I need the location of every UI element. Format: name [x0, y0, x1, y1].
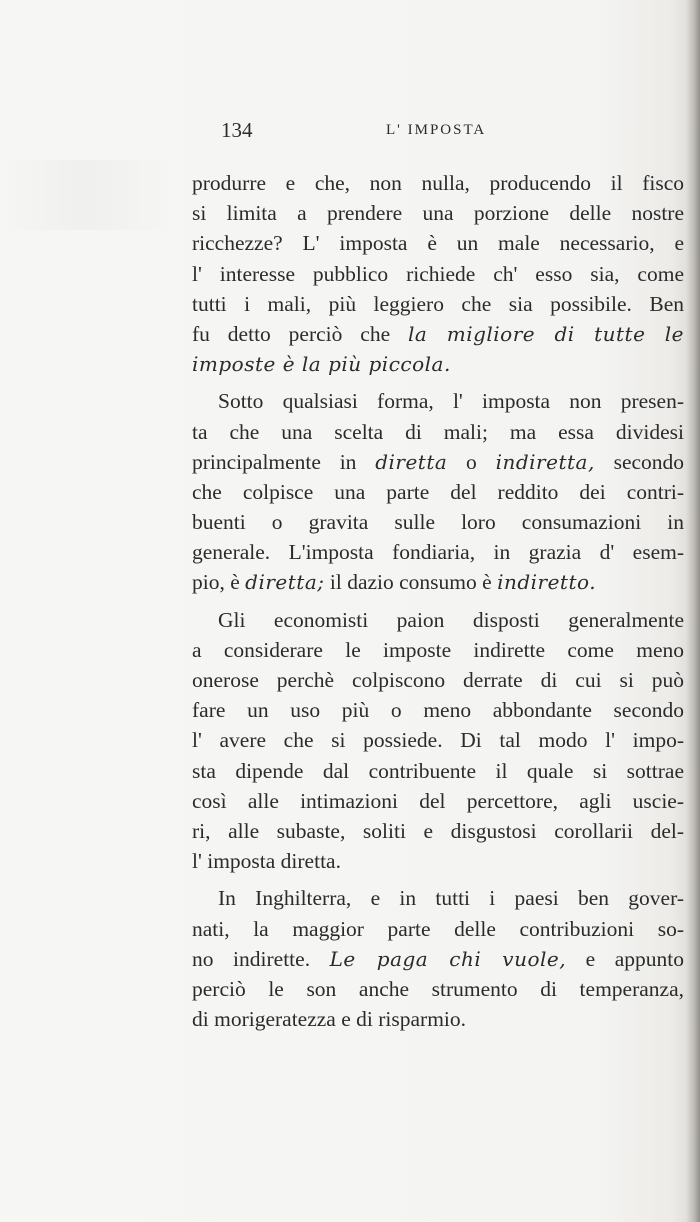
- text-run: In Inghilterra, e in tutti i paesi ben gover-: [218, 886, 684, 911]
- text-line: [192, 537, 684, 567]
- text-run: e appunto: [566, 946, 685, 971]
- text-run: così alle intimazioni del percettore, agli uscie-: [192, 788, 684, 813]
- text-run: a considerare le imposte indirette come meno: [192, 637, 684, 662]
- text-line: [192, 289, 684, 319]
- chapter-title: L' IMPOSTA: [386, 122, 487, 138]
- text-run: sta dipende dal contribuente il quale si sottrae: [192, 758, 684, 783]
- text-run: secondo: [594, 449, 685, 474]
- text-line: [192, 756, 684, 786]
- running-head: [221, 118, 691, 148]
- text-line: [192, 447, 684, 477]
- text-run: principalmente in: [192, 449, 376, 474]
- text-line: [192, 846, 684, 876]
- text-line: [192, 228, 684, 258]
- text-line: [192, 665, 684, 695]
- text-run: che colpisce una parte del reddito dei contri-: [192, 479, 684, 504]
- text-run: il dazio consumo è: [324, 570, 498, 595]
- text-run: l' interesse pubblico richiede ch' esso sia, come: [192, 261, 684, 286]
- italic-text-run: imposte è la più piccola.: [192, 352, 451, 377]
- text-run: ri, alle subaste, soliti e disgustosi corollarii del-: [192, 818, 684, 843]
- body-text: [192, 168, 684, 1034]
- text-line: [192, 635, 684, 665]
- italic-text-run: la migliore di tutte le: [408, 321, 685, 346]
- text-run: perciò le son anche strumento di temperanza,: [192, 976, 684, 1001]
- text-line: [192, 319, 684, 349]
- text-run: generale. L'imposta fondiaria, in grazia d' esem-: [192, 540, 684, 565]
- italic-text-run: indiretta,: [495, 449, 595, 474]
- text-line: [192, 417, 684, 447]
- text-run: produrre e che, non nulla, producendo il fisco: [192, 171, 684, 195]
- text-line: [192, 386, 684, 416]
- text-line: [192, 914, 684, 944]
- text-line: [192, 974, 684, 1004]
- text-run: Gli economisti paion disposti generalmente: [218, 607, 684, 632]
- text-run: no indirette.: [192, 946, 330, 971]
- bleed-through-shadow: [0, 160, 170, 230]
- text-run: pio, è: [192, 570, 246, 595]
- text-run: si limita a prendere una porzione delle nostre: [192, 201, 684, 226]
- text-line: [192, 259, 684, 289]
- text-run: l' imposta diretta.: [192, 849, 341, 874]
- text-run: fare un uso più o meno abbondante secondo: [192, 698, 684, 723]
- italic-text-run: diretta;: [245, 570, 325, 595]
- text-run: tutti i mali, più leggiero che sia possibile. Ben: [192, 291, 684, 316]
- text-run: onerose perchè colpiscono derrate di cui si può: [192, 668, 684, 692]
- text-run: nati, la maggior parte delle contribuzioni so-: [192, 916, 684, 941]
- text-run: di morigeratezza e di risparmio.: [192, 1007, 467, 1032]
- text-run: ta che una scelta di mali; ma essa dividesi: [192, 419, 684, 444]
- text-line: [192, 944, 684, 974]
- text-line: [192, 605, 684, 635]
- text-line: [192, 168, 684, 198]
- text-line: [192, 349, 684, 379]
- italic-text-run: indiretto.: [497, 570, 597, 595]
- page-edge-shadow: [686, 0, 700, 1222]
- text-line: [192, 883, 684, 913]
- text-line: [192, 507, 684, 537]
- text-line: [192, 1004, 684, 1034]
- page-number: 134: [221, 118, 253, 142]
- text-line: [192, 477, 684, 507]
- text-run: ricchezze? L' imposta è un male necessario, e: [192, 231, 684, 256]
- italic-text-run: Le paga chi vuole,: [329, 946, 567, 971]
- text-line: [192, 567, 684, 597]
- text-run: Sotto qualsiasi forma, l' imposta non presen-: [218, 389, 684, 414]
- text-line: [192, 725, 684, 755]
- text-run: buenti o gravita sulle loro consumazioni in: [192, 510, 684, 535]
- text-run: fu detto perciò che: [192, 321, 409, 346]
- text-line: [192, 816, 684, 846]
- text-run: o: [447, 449, 496, 474]
- text-line: [192, 786, 684, 816]
- text-line: [192, 198, 684, 228]
- italic-text-run: diretta: [375, 449, 448, 474]
- text-line: [192, 695, 684, 725]
- text-run: l' avere che si possiede. Di tal modo l' impo-: [192, 728, 684, 753]
